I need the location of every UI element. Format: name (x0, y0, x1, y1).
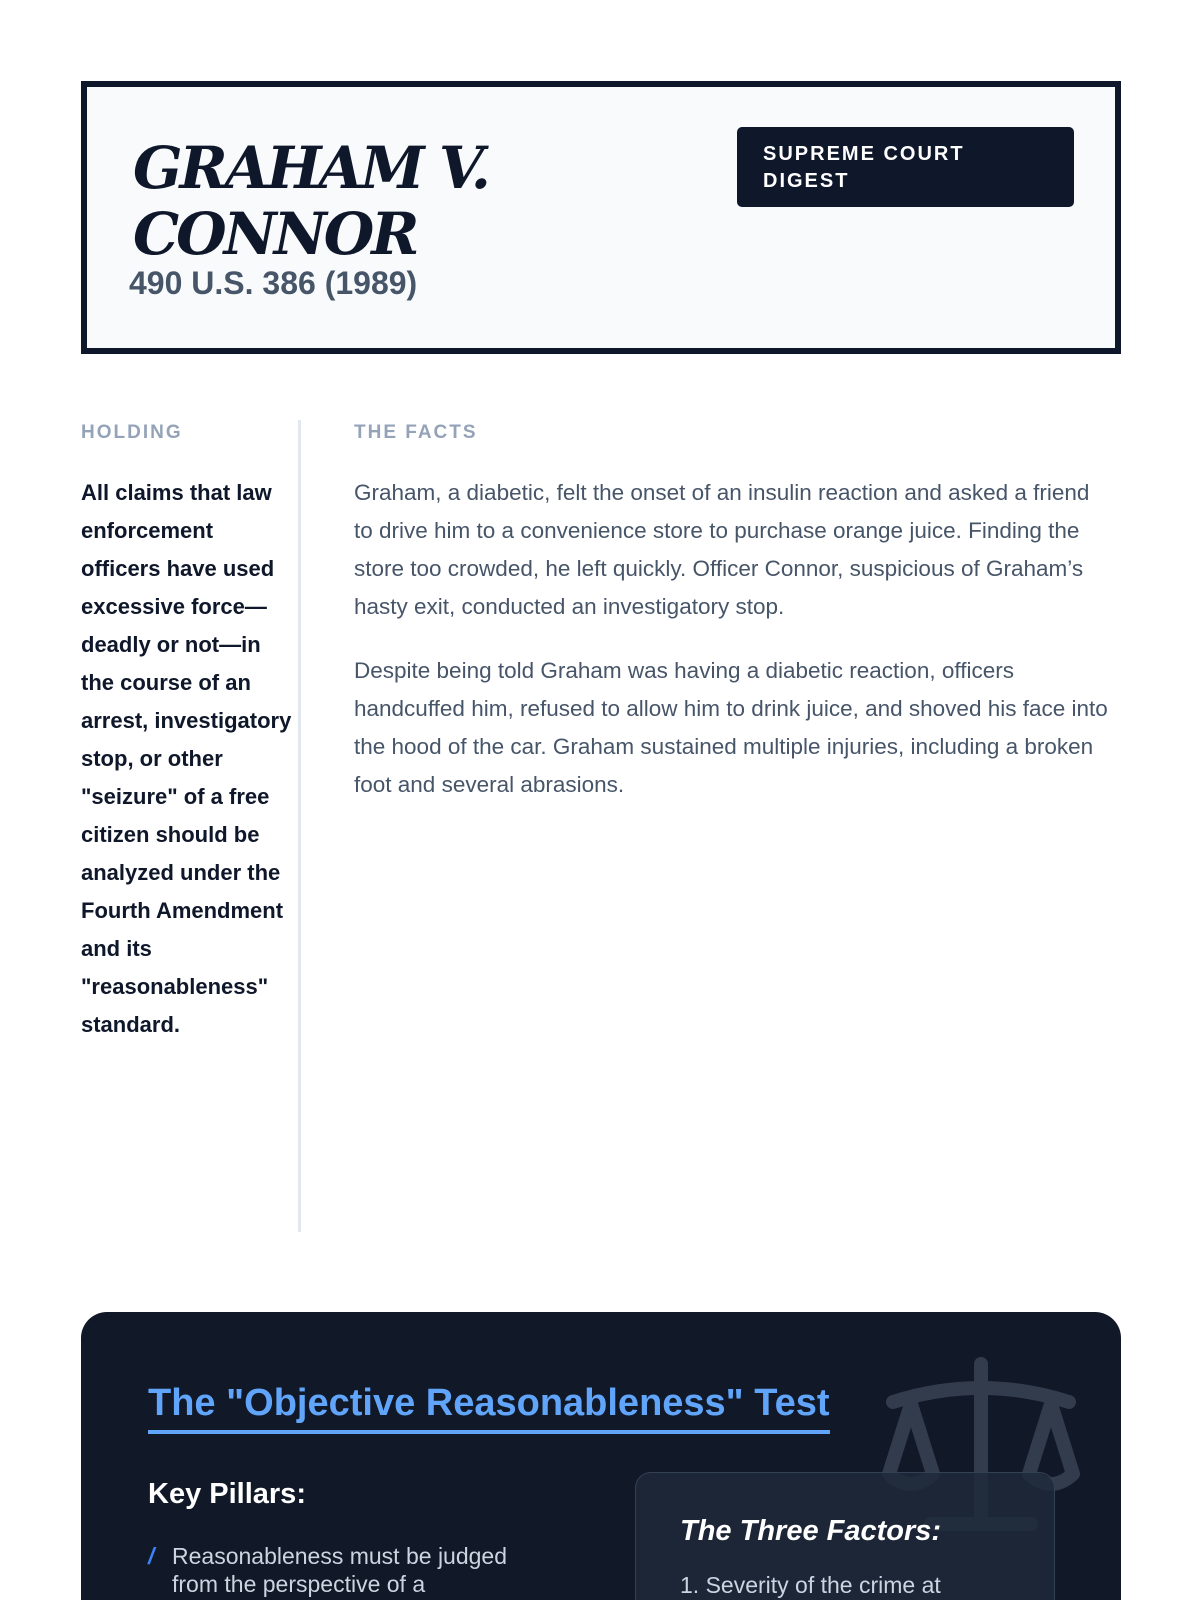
case-header (81, 81, 1121, 354)
pillar-item (148, 1542, 548, 1598)
slash-marker-icon: / (148, 1543, 155, 1569)
case-title: GRAHAM V. CONNOR (133, 134, 488, 268)
case-citation: 490 U.S. 386 (1989) (129, 265, 418, 301)
facts-label: THE FACTS (354, 422, 478, 443)
facts-body (354, 474, 1114, 830)
holding-label: HOLDING (81, 422, 183, 443)
reasonableness-test-panel (81, 1312, 1121, 1600)
digest-badge: SUPREME COURT DIGEST (737, 127, 1074, 207)
column-divider (298, 420, 301, 1232)
factors-heading: The Three Factors: (680, 1515, 942, 1547)
facts-paragraph: Despite being told Graham was having a diabetic reaction, officers handcuffed him, refused to allow him to drink juice, and shoved his face into the hood of the car. Graham sustained multiple injuries, including a broken foot and several abrasions. (354, 658, 1108, 797)
holding-text: All claims that law enforcement officers have used excessive force—deadly or not—in the course of an arrest, investigatory stop, or other "seizure" of a free citizen should be analyzed under the Fourth Amendment and its "reasonableness" standard. (81, 480, 292, 1037)
pillar-text: Reasonableness must be judged from the perspective of a (172, 1543, 508, 1597)
facts-paragraph: Graham, a diabetic, felt the onset of an insulin reaction and asked a friend to drive him to a convenience store to purchase orange juice. Finding the store too crowded, he left quickly. Officer Connor, suspicious of Graham’s hasty exit, conducted an investigatory stop. (354, 480, 1090, 619)
three-factors-card (635, 1472, 1055, 1600)
factor-item: 1. Severity of the crime at (680, 1572, 941, 1598)
test-title: The "Objective Reasonableness" Test (148, 1380, 830, 1434)
key-pillars-heading: Key Pillars: (148, 1478, 306, 1510)
